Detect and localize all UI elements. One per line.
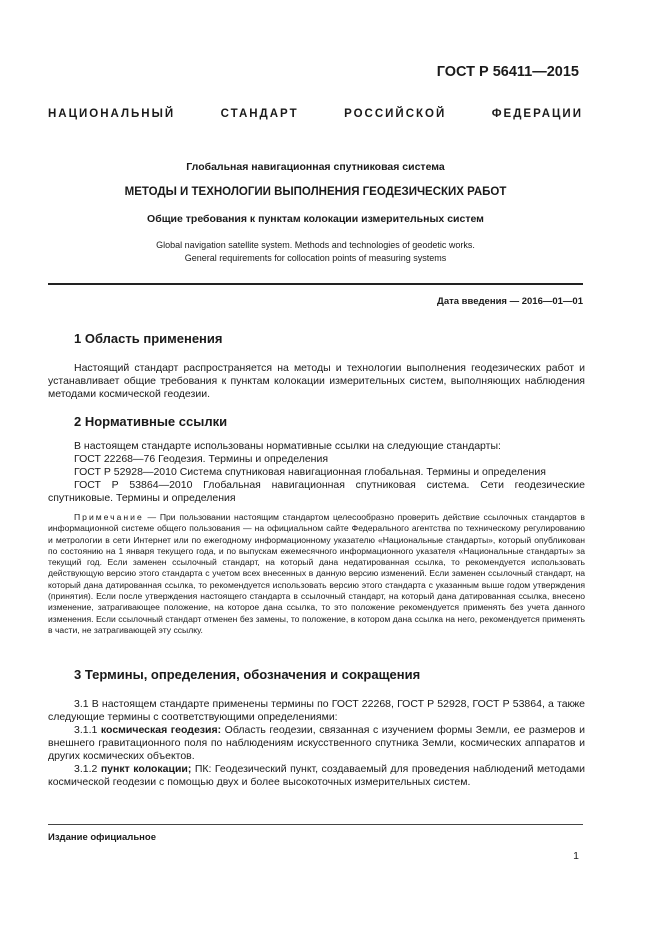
title-line-1: Глобальная навигационная спутниковая система [186,161,445,173]
banner-word: ФЕДЕРАЦИИ [491,108,583,120]
english-title-1: Global navigation satellite system. Methods and technologies of geodetic works. [156,240,475,250]
page-number: 1 [573,850,579,862]
english-title-2: General requirements for collocation points of measuring systems [184,253,447,263]
section-1-heading: 1 Область применения [74,331,223,346]
footer-divider [48,824,583,825]
document-number: ГОСТ Р 56411—2015 [436,64,579,80]
section-2-intro: В настоящем стандарте использованы нормативные ссылки на следующие стандарты: [74,440,501,452]
section-3-heading: 3 Термины, определения, обозначения и сокращения [74,667,421,682]
reference-item: ГОСТ Р 53864—2010 Глобальная навигационная спутниковая система. Сети геодезические спутниковые. Термины и определения [48,479,585,504]
note-block [48,512,585,636]
title-line-3: Общие требования к пунктам колокации измерительных систем [147,213,484,225]
term-number: 3.1.1 [74,724,98,736]
term-3-1-1 [48,724,585,763]
banner-word: НАЦИОНАЛЬНЫЙ [48,108,176,120]
section-2-heading: 2 Нормативные ссылки [74,414,228,429]
reference-item: ГОСТ 22268—76 Геодезия. Термины и определения [74,453,329,465]
note-label: Примечание [74,512,144,522]
title-line-2: МЕТОДЫ И ТЕХНОЛОГИИ ВЫПОЛНЕНИЯ ГЕОДЕЗИЧЕСКИХ РАБОТ [124,186,507,198]
term-definition: Область геодезии, связанная с изучением формы Земли, ее размеров и внешнего гравитационного поля по наблюдениям искусственного спутника Земли, космических аппаратов и других космических объектов. [48,724,585,762]
note-text: — При пользовании настоящим стандартом целесообразно проверить действие ссылочных стандартов в информационной системе общего пользования — на официальном сайте Федерального агентства по техническому регулированию и метрологии в сети Интернет или по ежегодному информационному указателю «Национальные стандарты», который опубликован по состоянию на 1 января текущего года, и по выпускам ежемесячного информационного указателя «Национальные стандарты» за текущий год. Если заменен ссылочный стандарт, на который дана недатированная ссылка, то рекомендуется использовать действующую версию этого стандарта с учетом всех внесенных в данную версию изменений. Если заменен ссылочный стандарт, на который дана датированная ссылка, то рекомендуется использовать версию этого стандарта с указанным выше годом утверждения (принятия). Если после утверждения настоящего стандарта в ссылочный стандарт, на который дана датированная ссылка, внесено изменение, затрагивающее положение, на которое дана ссылка, то это положение рекомендуется применять без учета данного изменения. Если ссылочный стандарт отменен без замены, то положение, в котором дана ссылка на него, рекомендуется применять в части, не затрагивающей эту ссылку. [48,512,585,635]
term-definition: ПК: Геодезический пункт, создаваемый для проведения наблюдений методами космической геодезии с помощью двух и более высокоточных измерительных систем. [48,763,586,788]
term-name: пункт колокации; [100,763,192,775]
introduction-date: Дата введения — 2016—01—01 [437,296,583,307]
standard-banner [48,108,583,120]
term-name: космическая геодезия: [100,724,222,736]
title-divider [48,283,583,285]
term-3-1-2 [48,763,585,789]
term-number: 3.1.2 [74,763,98,775]
edition-label: Издание официальное [48,832,156,843]
section-1-text: Настоящий стандарт распространяется на методы и технологии выполнения геодезических работ и устанавливает общие требования к пунктам колокации измерительных систем, выполняющих наблюдения методами космической геодезии. [48,362,585,400]
banner-word: СТАНДАРТ [220,108,299,120]
reference-item: ГОСТ Р 52928—2010 Система спутниковая навигационная глобальная. Термины и определения [74,466,546,478]
banner-word: РОССИЙСКОЙ [344,108,447,120]
clause-3-1: 3.1 В настоящем стандарте применены термины по ГОСТ 22268, ГОСТ Р 52928, ГОСТ Р 53864, а также следующие термины с соответствующими определениями: [48,698,585,723]
